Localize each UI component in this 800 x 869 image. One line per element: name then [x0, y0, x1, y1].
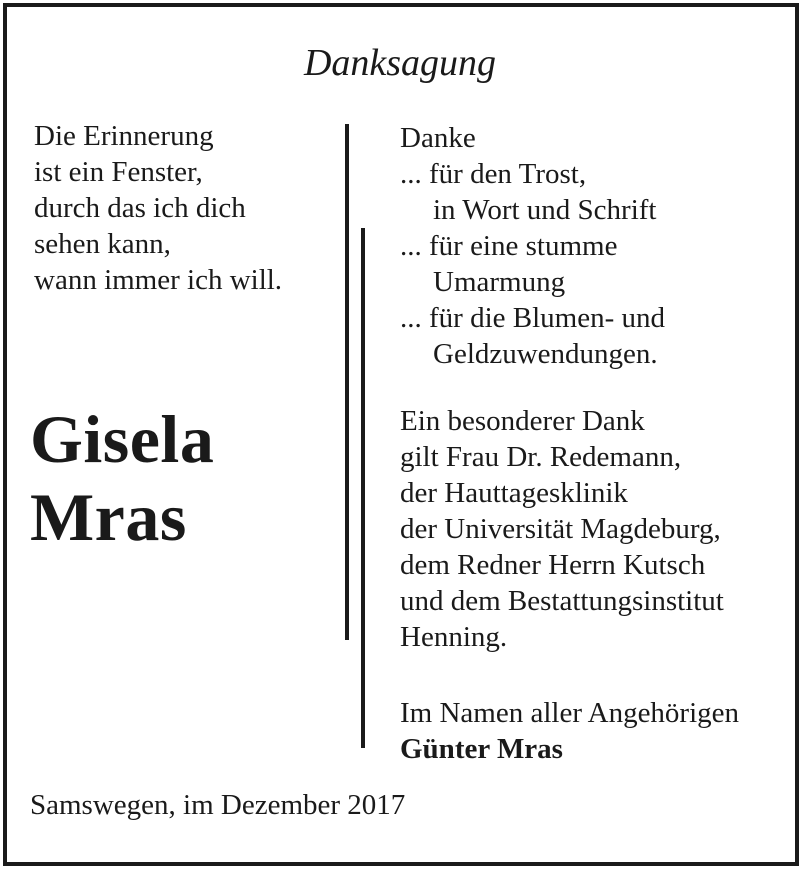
- place-date: Samswegen, im Dezember 2017: [30, 789, 406, 821]
- poem-line: sehen kann,: [34, 228, 171, 260]
- poem-line: durch das ich dich: [34, 192, 246, 224]
- poem-line: ist ein Fenster,: [34, 156, 203, 188]
- deceased-last-name: Mras: [30, 479, 187, 555]
- memorial-poem: [34, 118, 282, 298]
- thanks-line: Geldzuwendungen.: [433, 338, 658, 370]
- special-thanks-line: gilt Frau Dr. Redemann,: [400, 441, 682, 473]
- special-thanks-line: der Universität Magdeburg,: [400, 513, 721, 545]
- divider-line-left: [345, 124, 349, 640]
- thanks-line: ... für den Trost,: [400, 158, 587, 190]
- deceased-name: [30, 400, 214, 556]
- special-thanks-line: Henning.: [400, 621, 508, 653]
- special-thanks: [400, 403, 724, 655]
- notice-heading: Danksagung: [303, 42, 497, 84]
- deceased-first-name: Gisela: [30, 401, 215, 477]
- thanks-line: ... für eine stumme: [400, 230, 618, 262]
- thanks-line: in Wort und Schrift: [433, 194, 657, 226]
- special-thanks-line: und dem Bestattungsinstitut: [400, 585, 724, 617]
- poem-line: Die Erinnerung: [34, 120, 214, 152]
- poem-line: wann immer ich will.: [34, 264, 283, 296]
- signer-name: Günter Mras: [400, 733, 563, 765]
- special-thanks-line: der Hauttagesklinik: [400, 477, 628, 509]
- thanks-list: [400, 120, 665, 372]
- signoff-line: Im Namen aller Angehörigen: [400, 697, 740, 729]
- special-thanks-line: dem Redner Herrn Kutsch: [400, 549, 706, 581]
- signoff: [400, 695, 739, 767]
- thanks-line: ... für die Blumen- und: [400, 302, 665, 334]
- divider-line-right: [361, 228, 365, 748]
- thanks-line: Umarmung: [433, 266, 566, 298]
- thanks-line: Danke: [400, 122, 476, 154]
- special-thanks-line: Ein besonderer Dank: [400, 405, 645, 437]
